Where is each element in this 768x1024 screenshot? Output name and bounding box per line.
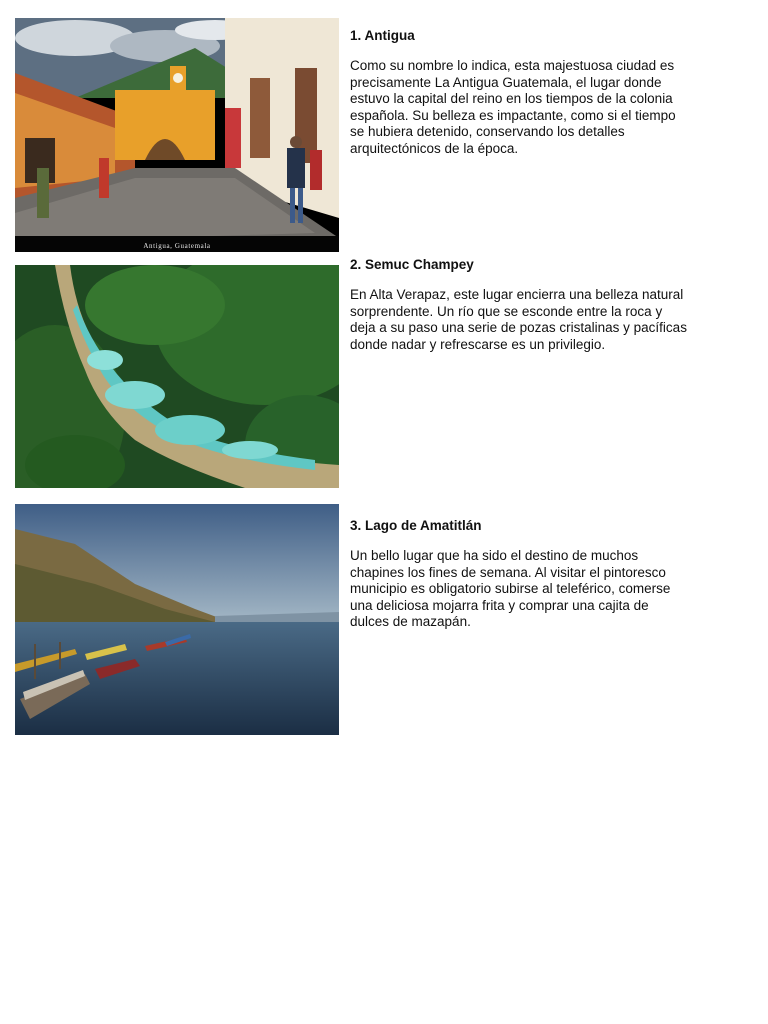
entry-body: En Alta Verapaz, este lugar encierra una belleza natural sorprendente. Un río que se esconde entre la roca y deja a su paso una serie de pozas cristalinas y pacíficas donde nadar y refrescarse es un privilegio. <box>350 287 687 352</box>
entry-title: 2. Semuc Champey <box>350 257 474 272</box>
photo-caption: Antigua, Guatemala <box>143 242 211 250</box>
semuc-champey-photo <box>15 265 339 488</box>
entry-body: Como su nombre lo indica, esta majestuosa ciudad es precisamente La Antigua Guatemala, el lugar donde estuvo la capital del reino en los tiempos de la colonia española. Su belleza es impactante, como si el tiempo se hubiera detenido, conservando los detalles arquitectónicos de la época. <box>350 58 676 156</box>
entry-body: Un bello lugar que ha sido el destino de muchos chapines los fines de semana. Al visitar el pintoresco municipio es obligatorio subirse al teleférico, comerse una deliciosa mojarra frita y comprar una cajita de dulces de mazapán. <box>350 548 671 629</box>
entry-title: 1. Antigua <box>350 28 415 43</box>
lake-amatitlan-photo <box>15 504 339 735</box>
entry-title: 3. Lago de Amatitlán <box>350 518 482 533</box>
antigua-photo <box>15 18 339 252</box>
